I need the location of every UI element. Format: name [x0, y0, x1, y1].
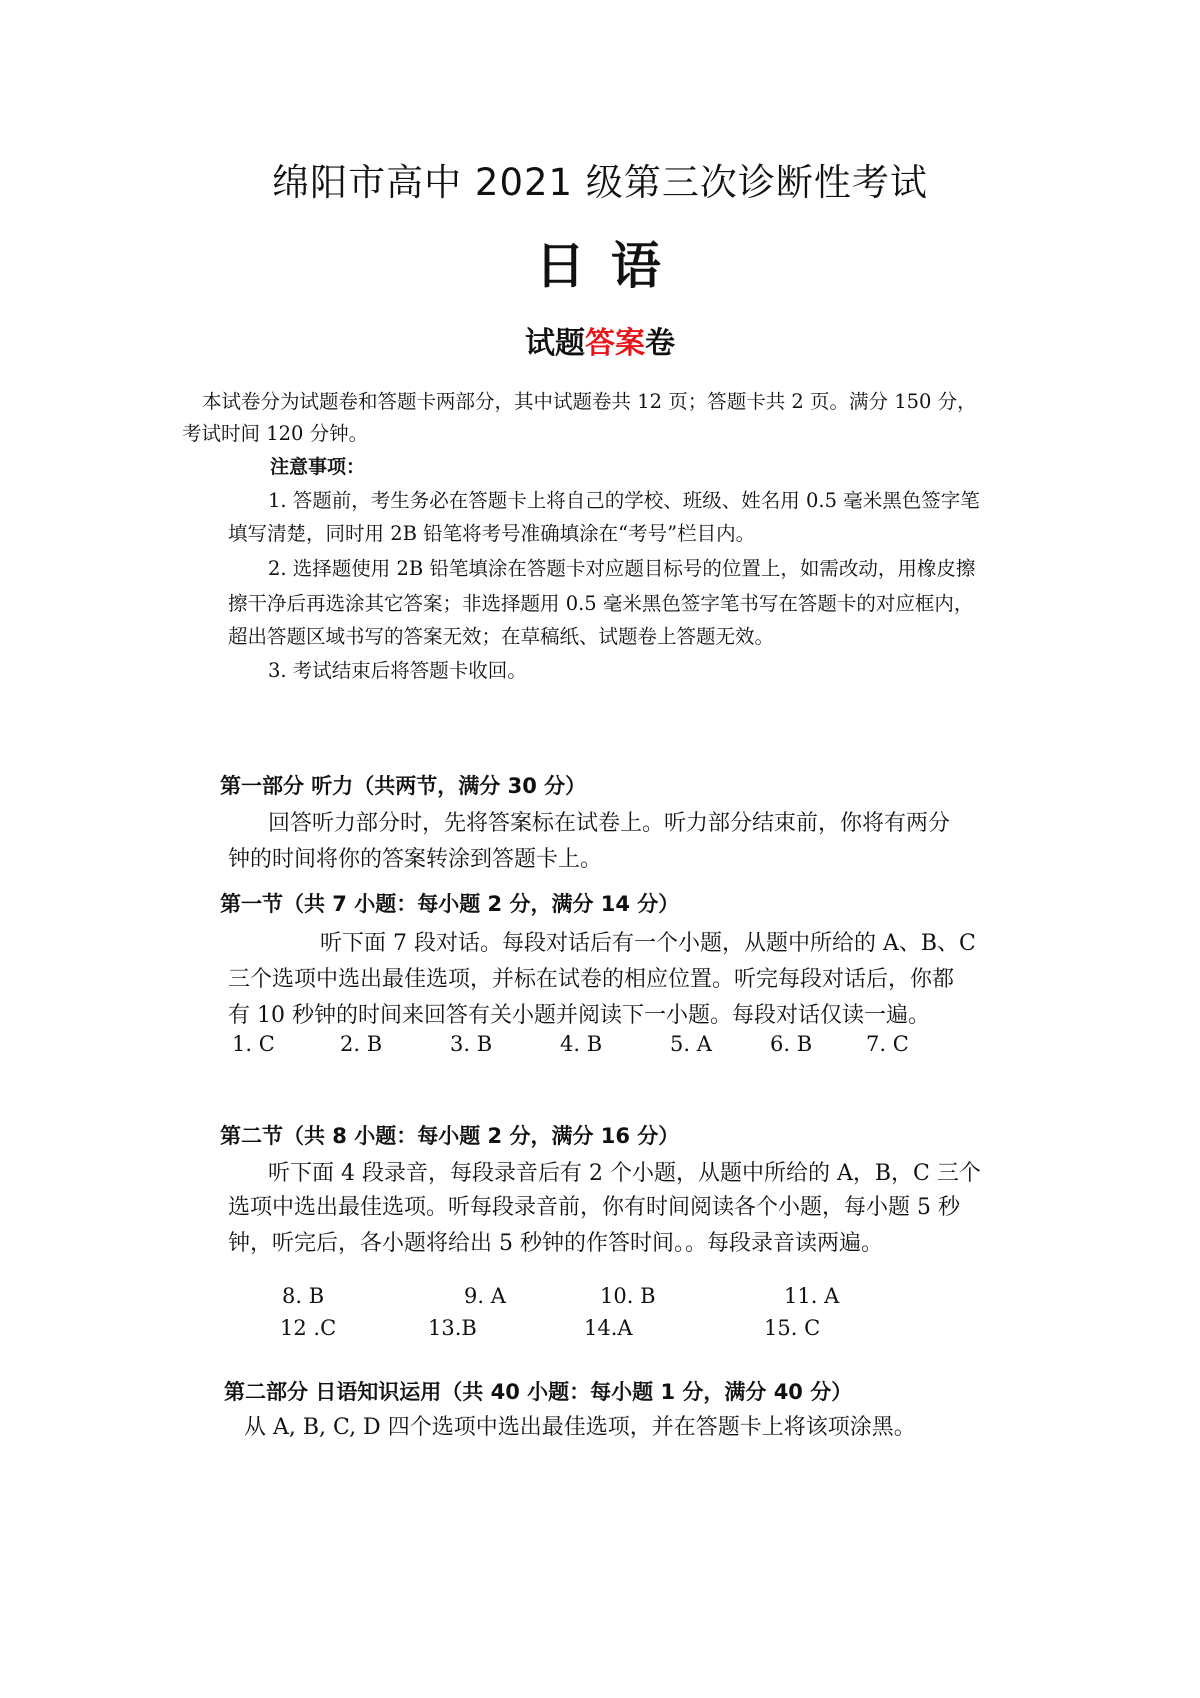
answer-item: 1. C: [232, 1032, 275, 1056]
answer-item: 3. B: [450, 1032, 493, 1056]
subtitle-part2: 卷: [645, 326, 675, 361]
answer-item: 12 .C: [280, 1316, 337, 1340]
section2-heading: 第二节（共 8 小题：每小题 2 分，满分 16 分）: [220, 1124, 680, 1148]
part2-line: 从 A, B, C, D 四个选项中选出最佳选项，并在答题卡上将该项涂黑。: [244, 1415, 916, 1440]
answer-item: 7. C: [866, 1032, 909, 1056]
section1-line: 有 10 秒钟的时间来回答有关小题并阅读下一小题。每段对话仅读一遍。: [228, 1003, 930, 1028]
answer-item: 2. B: [340, 1032, 383, 1056]
part1-line: 钟的时间将你的答案转涂到答题卡上。: [228, 847, 603, 872]
answer-item: 14.A: [584, 1316, 633, 1340]
section2-line: 钟，听完后，各小题将给出 5 秒钟的作答时间。。每段录音读两遍。: [228, 1231, 883, 1256]
part1-heading: 第一部分 听力（共两节，满分 30 分）: [220, 774, 587, 798]
subtitle-highlight: 答案: [585, 326, 645, 361]
section1-line: 三个选项中选出最佳选项，并标在试卷的相应位置。听完每段对话后，你都: [228, 967, 955, 992]
answer-item: 5. A: [670, 1032, 712, 1056]
intro-line-1: 本试卷分为试题卷和答题卡两部分，其中试题卷共 12 页；答题卡共 2 页。满分 150 分，: [202, 390, 977, 413]
answer-item: 9. A: [464, 1284, 506, 1308]
note-line: 超出答题区域书写的答案无效；在草稿纸、试题卷上答题无效。: [228, 625, 775, 648]
note-line: 1. 答题前，考生务必在答题卡上将自己的学校、班级、姓名用 0.5 毫米黑色签字笔: [268, 489, 980, 512]
part2-heading: 第二部分 日语知识运用（共 40 小题：每小题 1 分，满分 40 分）: [224, 1380, 853, 1404]
part1-line: 回答听力部分时，先将答案标在试卷上。听力部分结束前，你将有两分: [268, 811, 951, 836]
answer-item: 8. B: [282, 1284, 325, 1308]
section1-line: 听下面 7 段对话。每段对话后有一个小题，从题中所给的 A、B、C: [320, 931, 976, 956]
answer-item: 15. C: [764, 1316, 821, 1340]
answer-item: 11. A: [784, 1284, 840, 1308]
note-line: 擦干净后再选涂其它答案；非选择题用 0.5 毫米黑色签字笔书写在答题卡的对应框内，: [228, 592, 974, 615]
answer-item: 6. B: [770, 1032, 813, 1056]
answer-item: 13.B: [428, 1316, 477, 1340]
notes-heading: 注意事项：: [270, 456, 366, 478]
note-line: 3. 考试结束后将答题卡收回。: [268, 659, 527, 682]
section2-line: 听下面 4 段录音，每段录音后有 2 个小题，从题中所给的 A，B，C 三个: [268, 1161, 981, 1186]
answer-item: 10. B: [600, 1284, 656, 1308]
note-line: 填写清楚，同时用 2B 铅笔将考号准确填涂在“考号”栏目内。: [228, 522, 756, 545]
subject-title: 日 语: [535, 237, 665, 295]
answer-item: 4. B: [560, 1032, 603, 1056]
subtitle-part1: 试题: [525, 326, 585, 361]
exam-title: 绵阳市高中 2021 级第三次诊断性考试: [272, 161, 928, 204]
intro-line-2: 考试时间 120 分钟。: [182, 422, 369, 445]
note-line: 2. 选择题使用 2B 铅笔填涂在答题卡对应题目标号的位置上，如需改动，用橡皮擦: [268, 557, 976, 580]
section1-heading: 第一节（共 7 小题：每小题 2 分，满分 14 分）: [220, 892, 680, 916]
section2-line: 选项中选出最佳选项。听每段录音前，你有时间阅读各个小题，每小题 5 秒: [228, 1195, 960, 1220]
paper-subtitle: [0, 318, 1200, 362]
